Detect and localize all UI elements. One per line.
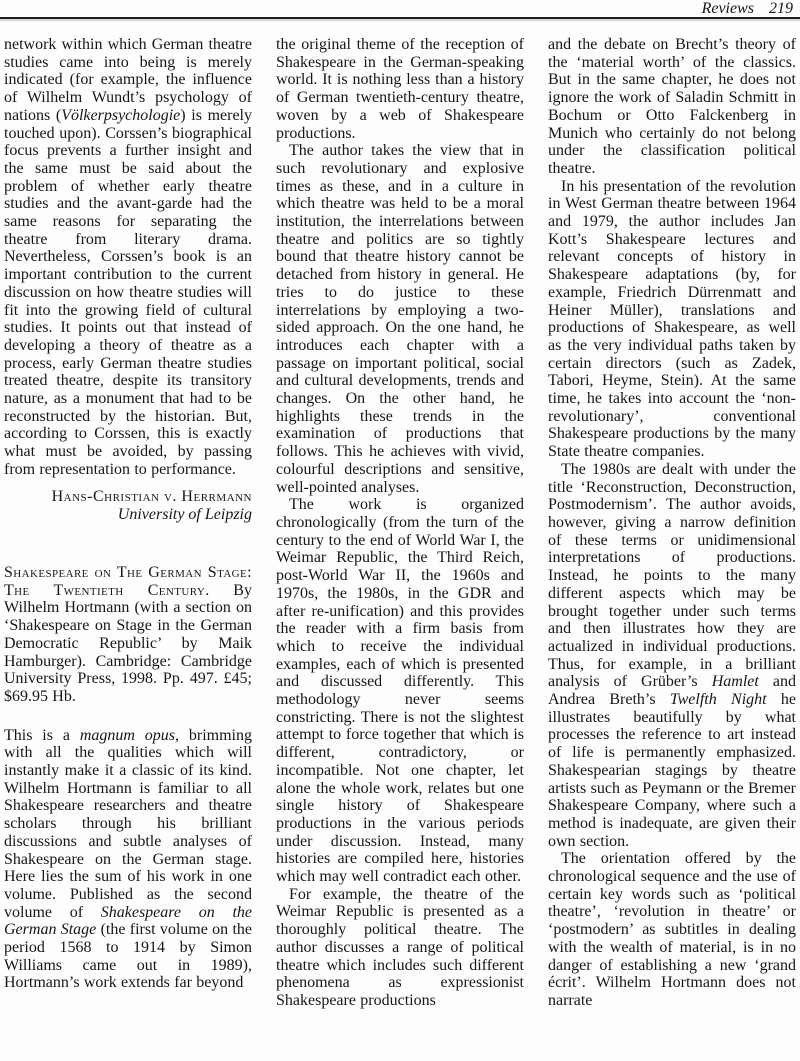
italic-text: Shakespeare on the German Stage [4, 903, 252, 939]
header-rule [0, 17, 800, 19]
reviewer-affiliation: University of Leipzig [117, 505, 252, 523]
column-3 [548, 36, 796, 1061]
body-text: The work is organized chronologically (from the turn of the century to the end of World War I, the Weimar Republic, the Third Reich, post-World War II, the 1960s and 1970s, the 1980s, in the GDR and after re-unification) and this provides the reader with a firm basis from which to receive the individual examples, each of which is presented and discussed differently. This methodology never seems constricting. There is not the slightest attempt to force together that which is different, contradictory, or incompatible. Not one chapter, let alone the whole work, relates but one single history of Shakespeare productions in the various periods under discussion. Instead, many histories are compiled here, histories which may well contradict each other. [276, 496, 524, 886]
text-columns [4, 36, 796, 1061]
italic-text: Hamlet [711, 673, 759, 691]
paragraph-organization [276, 496, 524, 885]
body-text: the original theme of the reception of Shakespeare in the German-speaking world. It is nothing less than a history of German twentieth-century theatre, woven by a web of Shakespeare productions. [276, 36, 524, 142]
body-text: The author takes the view that in such revolutionary and explosive times as these, and in a culture in which theatre was held to be a moral institution, the interrelations between theatre and politics are so tightly bound that theatre history cannot be detached from history in general. He tries to do justice to these interrelations by employing a two-sided approach. On the one hand, he introduces each chapter with a passage on important political, social and cultural developments, trends and changes. On the other hand, he highlights these trends in the examination of productions that follows. This he achieves with vivid, colourful descriptions and sensitive, well-pointed analyses. [276, 142, 524, 496]
review-paragraph-corssen [4, 36, 252, 479]
page-header [0, 0, 793, 18]
paragraph-1980s [548, 461, 796, 850]
body-text: (the first volume on the period 1568 to 1914 by Simon Williams came out in 1989), Hortmann’s work extends far beyond [4, 921, 252, 992]
column-2 [276, 36, 524, 1061]
body-text: In his presentation of the revolution in West German theatre between 1964 and 1979, the author includes Jan Kott’s Shakespeare lectures and relevant concepts of history in Shakespeare adaptations (by, for example, Friedrich Dürrenmatt and Heiner Müller), translations and productions of Shakespeare, as well as the very individual paths taken by certain directors (such as Zadek, Tabori, Heyme, Stein). At the same time, he takes into account the ‘non-revolutionary’, conventional Shakespeare productions by the many State theatre companies. [548, 177, 796, 461]
body-text: he illustrates beautifully by what processes the reference to art instead of life is permanently emphasized. Shakespearian stagings by theatre artists such as Peymann or the Bremer Shakespeare Company, where such a method is inadequate, are given their own section. [548, 691, 796, 850]
body-text: and the debate on Brecht’s theory of the ‘material worth’ of the classics. But in the same chapter, he does not ignore the work of Saladin Schmitt in Bochum or Otto Falckenberg in Munich who certainly do not belong under the classification political theatre. [548, 36, 796, 177]
body-text: and Andrea Breth’s [548, 673, 796, 709]
running-head [702, 0, 793, 17]
book-heading [4, 564, 252, 706]
running-head-title: Reviews [701, 0, 754, 17]
italic-text: magnum opus [79, 726, 176, 744]
body-text: network within which German theatre studies came into being is merely indicated (for example, the influence of Wilhelm Wundt’s psychology of nations ( [4, 36, 252, 124]
body-text: By Wilhelm Hortmann (with a section on ‘Shakespeare on Stage in the German Democratic Republic’ by Maik Hamburger). Cambridge: Cambridge University Press, 1998. Pp. 497. £45; $69.95 Hb. [4, 581, 252, 705]
page-number: 219 [769, 0, 793, 17]
reviewer-name: Hans-Christian v. Herrmann [51, 487, 252, 505]
paragraph-weimar [276, 886, 524, 1010]
body-text: ) is merely touched upon). Corssen’s biographical focus prevents a further insight and the same must be said about the problem of whether early theatre studies and the avant-garde had the same reasons for separating the theatre from literary drama. Nevertheless, Corssen’s book is an important contribution to the current discussion on how theatre studies will fit into the growing field of cultural studies. It points out that instead of developing a theory of theatre as a process, early German theatre studies treated theatre, despite its transitory nature, as a monument that had to be reconstructed by the historian. But, according to Corssen, this is exactly what must be avoided, by passing from representation to performance. [4, 106, 252, 478]
review-paragraph-magnum-opus [4, 727, 252, 993]
italic-text: Völkerpsychologie [61, 106, 181, 124]
column-1 [4, 36, 252, 1061]
italic-text: Twelfth Night [669, 691, 767, 709]
reviewer-signature [4, 488, 252, 524]
paragraph-revolution [548, 178, 796, 461]
paragraph-author-view [276, 142, 524, 496]
body-text: For example, the theatre of the Weimar Republic is presented as a thoroughly political theatre. The author discusses a range of political theatre which includes such different phenomena as expressionist Shakespeare productions [276, 885, 524, 1009]
paragraph-reception [276, 36, 524, 142]
body-text: , brimming with all the qualities which will instantly make it a classic of its kind. Wilhelm Hortmann is familiar to all Shakespeare researchers and theatre scholars through his brilliant discussions and subtle analyses of Shakespeare on the German stage. Here lies the sum of his work in one volume. Published as the second volume of [4, 726, 252, 921]
body-text: The 1980s are dealt with under the title ‘Reconstruction, Deconstruction, Postmodernism’. The author avoids, however, giving a narrow definition of these terms or unidimensional interpretations of productions. Instead, he points to the many different aspects which may be brought together under such terms and then illustrates how they are actualized in individual productions. Thus, for example, in a brilliant analysis of Grüber’s [548, 460, 796, 691]
paragraph-orientation [548, 850, 796, 1009]
paragraph-brecht [548, 36, 796, 178]
body-text: This is a [4, 726, 80, 744]
smallcaps-title: Shakespeare on The German Stage: The Twentieth Century. [4, 563, 252, 599]
body-text: The orientation offered by the chronological sequence and the use of certain key words such as ‘political theatre’, ‘revolution in theatre’ or ‘postmodern’ as subtitles in dealing with the wealth of material, is in no danger of establishing a new ‘grand écrit’. Wilhelm Hortmann does not narrate [548, 850, 796, 1009]
